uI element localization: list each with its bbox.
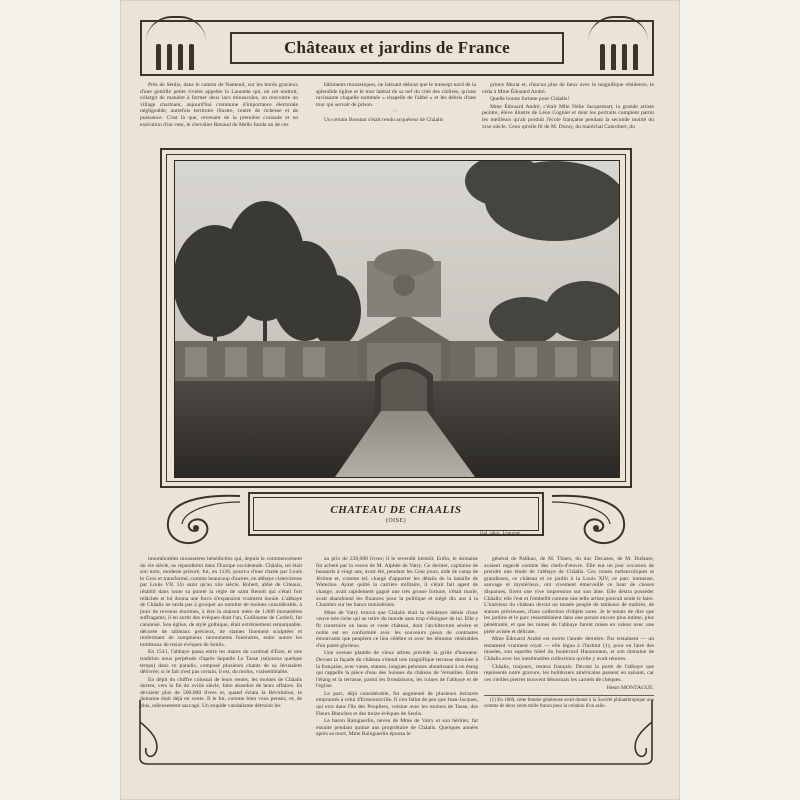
paragraph: Mme de Vatry trouva que Châalis était la résidence idéale d'une veuve très riche qui se retire du monde sans trop s'éloigner de lui. Elle y fit construire un beau et vaste château, dont l'architecture sévère et noble est en conformité avec les souvenirs pieux de contrastes émouvants que peuplent ce lieu célèbre et avec les témoins vénérables d'un passé glorieux. [316, 609, 478, 649]
header-pillars-right [600, 44, 638, 74]
photo-caption-subtitle: (OISE) [385, 518, 407, 524]
paragraph: Un certain Bosstan s'était rendu acquéreur de Châalis [324, 116, 444, 123]
footnote: (1) En 1860, cette femme généreuse avait donné à la Société philanthropique une somme de deux cents mille francs pour la création d'un asile. [484, 695, 654, 710]
paragraph: En dépit du chiffre colossal de leurs rentes, les moines de Châalis durent, vers la fin du xviiie siècle, faire abandon de leurs affaires. Ils devaient plus de 500.000 livres et, quand éclata la Révolution, le domaine était déjà en vente. Il le fut, comme bien vous pensez, et, de plus, odieusement saccagé. Un stupide vandalisme détruisit les [140, 676, 302, 710]
page-title: Châteaux et jardins de France [284, 38, 510, 57]
paragraph: innombrables monastères bénédictins qui, depuis le commencement du vie siècle, se répandirent dans l'Europe occidentale. Châalis, tel était son nom, modeste prieuré, fut, en 1136, pourvu d'une charte par Louis le Gros et transformé, comme beaucoup d'autres, en abbaye cistercienne par Louis VII. Un saint qu'au xiie siècle, Robert, abbé de Citeaux, rétablit dans toute sa pureté la règle de saint Benoît qui s'était fort relâchée et lui donna une force d'expansion vraiment inouïe. L'abbaye de Châalis ne tarda pas à grouper un nombre de moines considérable, à jouir de revenus énormes, à être la maison mère de 1.800 monastères suffragants; il en sortit des évêques dont l'un, Guillaume de Corbeil, fut canonisé. Son église, de style gothique, était extrêmement remarquable, décorée de tableaux précieux, de statues finement sculptées et renfermant de somptueux monuments funéraires, entre autres les tombeaux de treize évêques de Senlis. [140, 556, 302, 648]
top-column-1 [140, 82, 298, 144]
author-signature: Henri MONTAGUE. [606, 685, 654, 692]
scroll-ornament-right-icon [548, 488, 632, 554]
scroll-ornament-left-icon [160, 488, 244, 554]
photo-caption-title: CHATEAU DE CHAALIS [330, 504, 462, 516]
header-ornament-right [588, 16, 648, 42]
caption-cartouche [160, 488, 632, 554]
paragraph: Mme Édouard André, c'était Mlle Nélie Jacquemart, la grande artiste peintre, élève illustre de Léon Cogniet et dont les portraits comptent parmi les meilleurs qu'ait produit l'école française pendant la seconde moitié du xixe siècle. Ceux qu'elle fit de M. Duruy, du maréchal Canrobert, du [482, 103, 654, 130]
paragraph: Une avenue plantée de vieux arbres précède la grille d'honneur. Devant la façade du château s'étend une magnifique terrasse dessinée à la française, avec vases, statues, longues pelouses aboutissant à un étang qui rappelle la pièce d'eau des Suisses du château de Versailles. Entre l'étang et la terrasse, parmi les frondaisons, les ruines de l'abbaye et de l'église. [316, 650, 478, 690]
gatehouse-photo-image [175, 161, 619, 477]
paragraph: En 1541, l'abbaye passa entre les mains du cardinal d'Este, et une tradition nous perpétuée d'après laquelle Le Tasse (séjourna quelque temps) dans ce paradis, composé plusieurs chants de sa Jérusalem délivrée; si le fait n'est pas certain, il est, du moins, vraisemblable. [140, 649, 302, 676]
paragraph: Mme Édouard André est morte l'année dernière. Par testament — un testament vraiment royal — elle légua à l'Institut (1), pour en faire des musées, son superbe hôtel du boulevard Haussmann, et son domaine de Châalis avec les inestimables collections qu'elle y avait réunies. [484, 636, 654, 662]
photo-credit: Gal. phot. Lemoine. [480, 530, 522, 535]
section-separator: ∴ [393, 109, 399, 116]
bottom-column-2 [316, 556, 478, 752]
paragraph: général de Palikao, de M. Thiers, du duc Decazes, de M. Dufaure, avaient regardé comme des chefs-d'œuvre. Elle eut un jour occasion de prendre une étude de l'abbaye de Châalis. Ces ruines mélancoliques et grandioses, ce château et ce jardin à la Louis XIV, ce parc immense, sauvage et mystérieux, ont vivement émerveillé ce haut de choses disparues, firent une vive impression sur son âme. Elle désira posséder Châalis; elle l'eut et l'embellit comme une telle artiste pouvait seule le faire. L'intérieur du château devint un musée peuplé de tableaux de maîtres, de statues précieuses, d'une collection d'objets rares. Je le tenais de dire que les jardins et le parc ressemblaient dans une parure encore plus intime, plus pénétrante, et que les ruines de l'abbaye furent mises en valeur avec une piété avisée et délicate. [484, 556, 654, 635]
header-pillars-left [156, 44, 194, 74]
title-box [230, 32, 564, 64]
paragraph: Près de Senlis, dans le canton de Nanteuil, sur les bords gracieux d'une gentille petite rivière appelée la Launette qui, en cet endroit, s'élargit de manière à former deux lacs minuscules, on rencontre un village charmant, aujourd'hui commune d'importance électorale négligeable, autrefois territoire illustre, centre de richesse et de puissance. C'est là que, revenant de la première croisade et en exécution d'un vœu, le chevalier Renaud de Mello fonda un de ces [140, 82, 298, 128]
chateau-photo [174, 160, 620, 478]
top-column-3 [482, 82, 654, 144]
paragraph: Quelle bonne fortune pour Châalis! [490, 96, 570, 103]
paragraph: au prix de 220,000 livres; il le revendit bientôt. Enfin, le domaine fut acheté par la veuve de M. Alphée de Vatry. Ce dernier, capitaine de hussards à vingt ans, avait été, pendant les Cent jours, aide de camp de Jérôme et, comme tel, chargé d'apporter les détails de la bataille de Waterloo. Ayant quitté la carrière militaire, il s'était fait agent de change, avait rapidement gagné une très grosse fortune, s'était marié, avait abandonné les finances pour la politique et siégé dix ans à la Chambre sur les bancs ministériels. [316, 556, 478, 609]
page-header [140, 20, 654, 76]
paragraph: Le parc, déjà considérable, fut augmenté de plusieurs hectares empruntés à celui d'Ermenonville. Il s'en fallut de peu que Jean-Jacques, qui erra dans l'île des Peupliers, voisine avec les moines de Tasse, des Fleurs Blanches et des treize évêques de Senlis. [316, 690, 478, 717]
header-ornament-left [146, 16, 206, 42]
bottom-column-1 [140, 556, 302, 752]
paragraph: Le baron Rainguerlin, neveu de Mme de Vatry et son héritier, fut ensuite pendant quinze ans propriétaire de Châalis. Quelques années après sa mort, Mme Rainguerlin épousa le [316, 718, 478, 738]
paragraph: prince Murat et, d'aucun plus de lieux avec le magnifique résidence, le céda à Mme Édouard André. [482, 82, 654, 95]
bottom-column-3 [484, 556, 654, 752]
caption-plate [248, 492, 544, 536]
paragraph: bâtiments monastiques, ne laissant debout que le transept nord de la splendide église et le mur latéral de sa nef du côté des cloîtres, qu'une ravissante chapelle nommée « chapelle de l'abbé » et les débris d'une tour qui servait de prison. [316, 82, 476, 108]
paragraph: Châalis, toujours, restera français. Devant la porte de l'abbaye que représente notre gravure, les bulldozers américains passent en saluant, car ces vieilles pierres trouvent désormais les carnets de chèques. [484, 663, 654, 683]
top-column-2 [316, 82, 476, 144]
